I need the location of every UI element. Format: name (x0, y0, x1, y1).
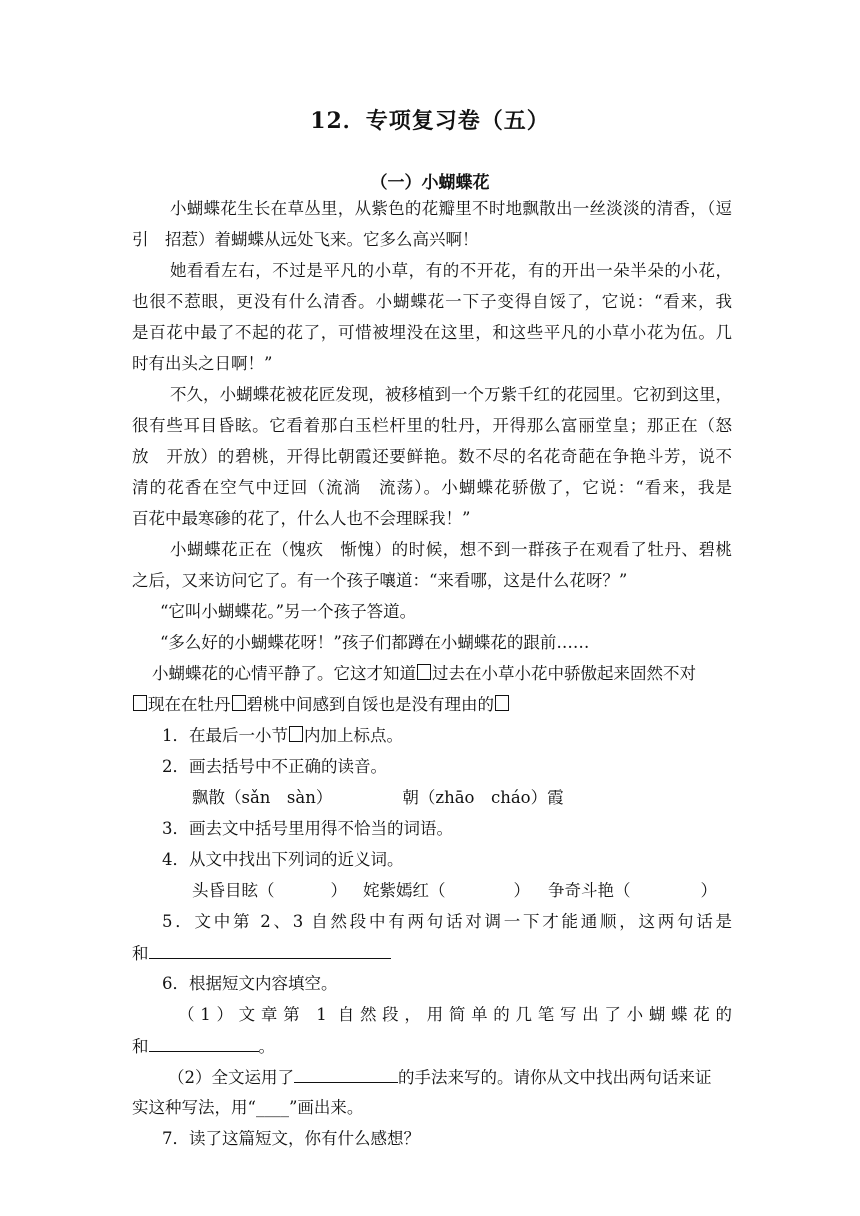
question-text: 实这种写法，用“ (132, 1098, 256, 1117)
punctuation-box[interactable] (133, 695, 147, 711)
passage-line: 小蝴蝶花生长在草丛里，从紫色的花瓣里不时地飘散出一丝淡淡的清香，（逗 (170, 199, 732, 218)
question-6-2 (168, 1066, 768, 1089)
passage-line: 不久，小蝴蝶花被花匠发现，被移植到一个万紫千红的花园里。它初到这里， (170, 385, 732, 404)
passage-line: 时有出头之日啊！” (132, 354, 273, 373)
passage-text: 过去在小草小花中骄傲起来固然不对 (432, 664, 696, 683)
passage-line: 百花中最寒碜的花了，什么人也不会理睬我！” (132, 509, 471, 528)
close-paren: ） (330, 881, 347, 900)
question-text: 内加上标点。 (304, 726, 403, 745)
question-1 (162, 725, 762, 747)
question-6-2-line-2 (132, 1097, 732, 1119)
page-title: 12．专项复习卷（五） (310, 108, 550, 134)
section-title: （一）小蝴蝶花 (370, 173, 490, 193)
passage-line: 也很不惹眼，更没有什么清香。小蝴蝶花一下子变得自馁了，它说：“看来，我 (132, 292, 732, 311)
underline-mark: ____ (255, 1098, 289, 1117)
answer-blank[interactable] (149, 942, 391, 959)
question-6-1-line-2 (132, 1035, 732, 1058)
passage-line: 之后，又来访问它了。有一个孩子嚷道：“来看哪，这是什么花呀？” (132, 571, 628, 590)
punctuation-box[interactable] (495, 695, 509, 711)
question-text: ”画出来。 (288, 1098, 364, 1117)
passage-line: 放 开放）的碧桃，开得比朝霞还要鲜艳。数不尽的名花奇葩在争艳斗芳，说不 (132, 447, 732, 466)
punctuation-box[interactable] (417, 664, 431, 680)
word-prompt: 争奇斗艳（ (548, 881, 631, 900)
question-5-line-2 (132, 942, 732, 965)
question-text: 。 (258, 1037, 275, 1056)
passage-line: 清的花香在空气中迂回（流淌 流荡）。小蝴蝶花骄傲了，它说：“看来，我是 (132, 478, 732, 497)
question-6-1: （1）文章第 1 自然段，用简单的几笔写出了小蝴蝶花的 (178, 1005, 732, 1024)
passage-line: “多么好的小蝴蝶花呀！”孩子们都蹲在小蝴蝶花的跟前…… (160, 633, 590, 652)
passage-line (152, 663, 752, 685)
question-6: 6．根据短文内容填空。 (162, 974, 338, 993)
close-paren: ） (700, 881, 717, 900)
answer-blank[interactable] (149, 1035, 259, 1052)
passage-line: 很有些耳目昏眩。它看着那白玉栏杆里的牡丹，开得那么富丽堂皇；那正在（怒 (132, 416, 732, 435)
question-2: 2．画去括号中不正确的读音。 (162, 757, 387, 776)
question-text: 和 (132, 1037, 149, 1056)
punctuation-box[interactable] (232, 695, 246, 711)
passage-text: 现在在牡丹 (148, 695, 231, 714)
answer-blank[interactable] (294, 1066, 398, 1083)
question-7: 7．读了这篇短文，你有什么感想？ (162, 1129, 420, 1148)
passage-line: 是百花中最了不起的花了，可惜被埋没在这里，和这些平凡的小草小花为伍。几 (132, 323, 732, 342)
passage-line: 小蝴蝶花正在（愧疚 惭愧）的时候，想不到一群孩子在观看了牡丹、碧桃 (170, 540, 732, 559)
punctuation-box (289, 726, 303, 742)
close-paren: ） (513, 881, 530, 900)
word-prompt: 头昏目眩（ (192, 881, 275, 900)
question-text: 1．在最后一小节 (162, 726, 288, 745)
question-5: 5．文中第 2、3 自然段中有两句话对调一下才能通顺，这两句话是 (162, 912, 732, 931)
passage-line: 她看看左右，不过是平凡的小草，有的不开花，有的开出一朵半朵的小花， (170, 261, 732, 280)
word-prompt: 姹紫嫣红（ (363, 881, 446, 900)
question-text: 的手法来写的。请你从文中找出两句话来证 (398, 1068, 712, 1087)
question-4: 4．从文中找出下列词的近义词。 (162, 850, 404, 869)
passage-line (132, 694, 732, 716)
passage-text: 碧桃中间感到自馁也是没有理由的 (246, 695, 494, 714)
question-text: 和 (132, 944, 149, 963)
question-3: 3．画去文中括号里用得不恰当的词语。 (162, 819, 453, 838)
question-2-options (192, 787, 692, 809)
passage-text: 小蝴蝶花的心情平静了。它这才知道 (152, 664, 416, 683)
pinyin-option[interactable]: 朝（zhāo cháo）霞 (402, 788, 564, 807)
question-4-items (192, 880, 737, 902)
pinyin-option[interactable]: 飘散（sǎn sàn） (192, 788, 333, 807)
passage-line: 引 招惹）着蝴蝶从远处飞来。它多么高兴啊！ (132, 230, 479, 249)
question-text: （2）全文运用了 (168, 1068, 294, 1087)
passage-line: “它叫小蝴蝶花。”另一个孩子答道。 (160, 602, 417, 621)
